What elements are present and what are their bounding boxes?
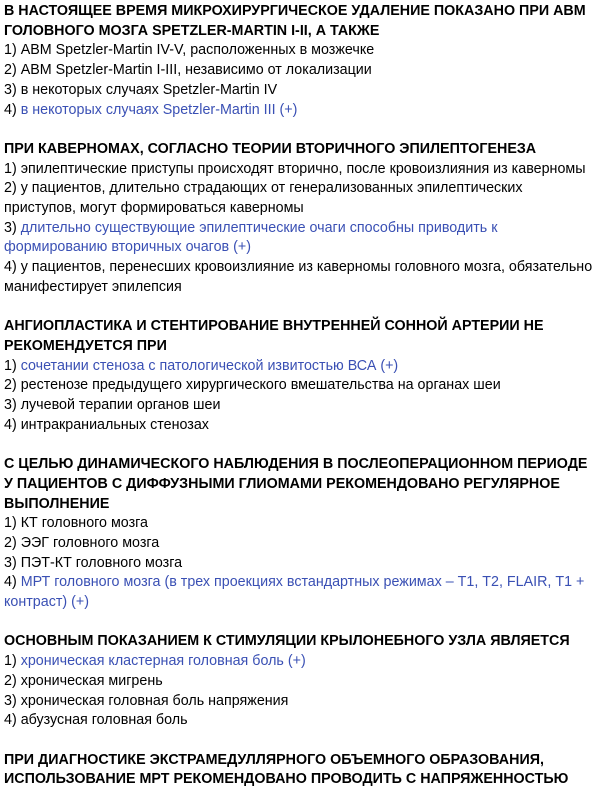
answer-option — [4, 160, 598, 180]
answer-number: 4) — [4, 416, 17, 433]
question-title: ОСНОВНЫМ ПОКАЗАНИЕМ К СТИМУЛЯЦИИ КРЫЛОНЕБНОГО УЗЛА ЯВЛЯЕТСЯ — [4, 633, 570, 650]
answer-option — [4, 81, 598, 101]
answer-option — [4, 711, 598, 731]
answer-number: 2) — [4, 62, 17, 79]
answer-option — [4, 41, 598, 61]
question-block — [4, 751, 598, 790]
answer-option — [4, 692, 598, 712]
question-title: ПРИ ДИАГНОСТИКЕ ЭКСТРАМЕДУЛЛЯРНОГО ОБЪЕМНОГО ОБРАЗОВАНИЯ, ИСПОЛЬЗОВАНИЕ МРТ РЕКОМЕНДОВАНО ПРОВОДИТЬ С НАПРЯЖЕННОСТЬЮ — [4, 751, 569, 788]
answer-option — [4, 258, 598, 297]
answer-option — [4, 554, 598, 574]
answer-text: рестенозе предыдущего хирургического вмешательства на органах шеи — [16, 377, 501, 394]
answer-number: 4) — [4, 259, 17, 276]
answer-text: МРТ головного мозга (в трех проекциях встандартных режимах – Т1, Т2, FLAIR, Т1 + контраст) (+) — [4, 574, 585, 611]
answer-number: 3) — [4, 219, 17, 236]
answer-option-correct — [4, 357, 598, 377]
question-title: С ЦЕЛЬЮ ДИНАМИЧЕСКОГО НАБЛЮДЕНИЯ В ПОСЛЕОПЕРАЦИОННОМ ПЕРИОДЕ У ПАЦИЕНТОВ С ДИФФУЗНЫМИ ГЛИОМАМИ РЕКОМЕНДОВАНО РЕГУЛЯРНОЕ ВЫПОЛНЕНИЕ — [4, 456, 588, 512]
answer-option — [4, 534, 598, 554]
answer-number: 2) — [4, 377, 17, 394]
answer-text: интракраниальных стенозах — [16, 416, 209, 433]
answer-option — [4, 396, 598, 416]
answer-number: 3) — [4, 692, 17, 709]
answer-text: абузусная головная боль — [16, 712, 188, 729]
question-block — [4, 317, 598, 435]
answer-number: 4) — [4, 101, 17, 118]
answer-text: у пациентов, перенесших кровоизлияние из каверномы головного мозга, обязательно манифестирует эпилепсия — [4, 259, 593, 295]
answer-text: КТ головного мозга — [16, 515, 149, 532]
answer-text: ЭЭГ головного мозга — [16, 534, 160, 551]
answer-option — [4, 179, 598, 218]
answer-option-correct — [4, 101, 598, 121]
answer-option — [4, 672, 598, 692]
answer-text: эпилептические приступы происходят вторично, после кровоизлияния из каверномы — [16, 160, 586, 177]
answer-text: длительно существующие эпилептические очаги способны приводить к формированию вторичных очагов (+) — [4, 219, 498, 256]
answer-number: 2) — [4, 534, 17, 551]
answer-text: АВМ Spetzler-Martin IV-V, расположенных в мозжечке — [16, 42, 375, 59]
question-block — [4, 140, 598, 298]
answer-text: хроническая головная боль напряжения — [16, 692, 289, 709]
answer-number: 3) — [4, 554, 17, 571]
answer-option-correct — [4, 652, 598, 672]
answer-text: у пациентов, длительно страдающих от генерализованных эпилептических приступов, могут формироваться каверномы — [4, 180, 523, 217]
answer-option — [4, 416, 598, 436]
question-block — [4, 632, 598, 731]
answer-text: в некоторых случаях Spetzler-Martin IV — [16, 81, 278, 98]
answer-number: 1) — [4, 42, 17, 59]
answer-number: 4) — [4, 712, 17, 729]
answer-text: лучевой терапии органов шеи — [16, 397, 221, 414]
answer-option — [4, 61, 598, 81]
answer-text: в некоторых случаях Spetzler-Martin III (+) — [16, 101, 298, 118]
answer-option — [4, 514, 598, 534]
answer-text: хроническая кластерная головная боль (+) — [16, 653, 306, 670]
question-block — [4, 2, 598, 120]
answer-number: 1) — [4, 357, 17, 374]
answer-number: 1) — [4, 653, 17, 670]
question-title: АНГИОПЛАСТИКА И СТЕНТИРОВАНИЕ ВНУТРЕННЕЙ СОННОЙ АРТЕРИИ НЕ РЕКОМЕНДУЕТСЯ ПРИ — [4, 318, 544, 354]
answer-number: 4) — [4, 574, 17, 591]
question-title: В НАСТОЯЩЕЕ ВРЕМЯ МИКРОХИРУРГИЧЕСКОЕ УДАЛЕНИЕ ПОКАЗАНО ПРИ АВМ ГОЛОВНОГО МОЗГА SPETZLER-MARTIN I-II, А ТАКЖЕ — [4, 3, 586, 39]
document-body — [4, 2, 598, 810]
answer-number: 1) — [4, 515, 17, 532]
answer-number: 2) — [4, 672, 17, 689]
answer-number: 1) — [4, 160, 17, 177]
answer-text: хроническая мигрень — [16, 672, 163, 689]
answer-text: АВМ Spetzler-Martin I-III, независимо от локализации — [16, 62, 372, 79]
answer-option — [4, 376, 598, 396]
answer-text: сочетании стеноза с патологической извитостью ВСА (+) — [16, 357, 399, 374]
question-title: ПРИ КАВЕРНОМАХ, СОГЛАСНО ТЕОРИИ ВТОРИЧНОГО ЭПИЛЕПТОГЕНЕЗА — [4, 140, 537, 157]
question-block — [4, 455, 598, 613]
answer-option-correct — [4, 573, 598, 612]
answer-number: 3) — [4, 81, 17, 98]
answer-number: 3) — [4, 397, 17, 414]
answer-text: ПЭТ-КТ головного мозга — [16, 554, 183, 571]
answer-number: 2) — [4, 180, 17, 197]
answer-option-correct — [4, 219, 598, 258]
